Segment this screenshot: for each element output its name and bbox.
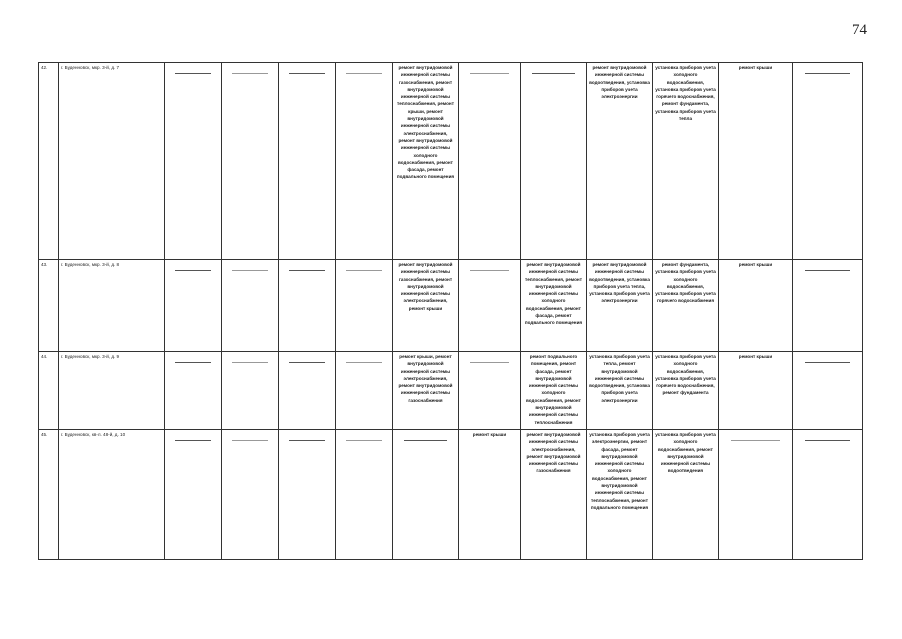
address-cell: г. Буденновск, кв-л. 48-й, д. 10 (59, 430, 165, 560)
dash-mark (232, 73, 268, 74)
dash-mark (232, 362, 268, 363)
empty-dash-cell (222, 352, 279, 430)
work-type-cell: установка приборов учета тепла, ремонт внутридомовой инженерной системы водоотведения, установка приборов учета электроэнергии (587, 352, 653, 430)
empty-dash-cell (165, 63, 222, 260)
dash-mark (470, 270, 510, 271)
work-type-cell: ремонт фундамента, установка приборов учета холодного водоснабжения, установка приборов учета горячего водоснабжения (653, 260, 719, 352)
work-type-cell: ремонт крыши, ремонт внутридомовой инженерной системы электроснабжения, ремонт внутридомовой инженерной системы газоснабжения (393, 352, 459, 430)
dash-mark (805, 362, 851, 363)
row-number: 43. (39, 260, 59, 352)
empty-dash-cell (336, 260, 393, 352)
empty-dash-cell (336, 430, 393, 560)
dash-mark (289, 73, 325, 74)
empty-dash-cell (719, 430, 793, 560)
table-row (39, 260, 863, 352)
work-type-cell: установка приборов учета холодного водоснабжения, установка приборов учета горячего водоснабжения, ремонт фундамента, установка приборов учета тепла (653, 63, 719, 260)
dash-mark (289, 270, 325, 271)
empty-dash-cell (336, 63, 393, 260)
work-type-cell: ремонт внутридомовой инженерной системы водоотведения, установка приборов учета электроэнергии (587, 63, 653, 260)
work-type-cell: ремонт внутридомовой инженерной системы теплоснабжения, ремонт внутридомовой инженерной системы холодного водоснабжения, ремонт фасада, ремонт подвального помещения (521, 260, 587, 352)
empty-dash-cell (393, 430, 459, 560)
empty-dash-cell (459, 63, 521, 260)
dash-mark (470, 73, 510, 74)
empty-dash-cell (279, 430, 336, 560)
dash-mark (404, 440, 447, 441)
dash-mark (346, 440, 382, 441)
work-type-cell: ремонт внутридомовой инженерной системы электроснабжения, ремонт внутридомовой инженерной системы газоснабжения (521, 430, 587, 560)
table-row (39, 63, 863, 260)
dash-mark (805, 270, 851, 271)
empty-dash-cell (222, 260, 279, 352)
dash-mark (232, 270, 268, 271)
work-type-cell: ремонт крыши (719, 260, 793, 352)
empty-dash-cell (279, 63, 336, 260)
empty-dash-cell (222, 430, 279, 560)
dash-mark (731, 440, 779, 441)
empty-dash-cell (222, 63, 279, 260)
work-type-cell: ремонт подвального помещения, ремонт фасада, ремонт внутридомовой инженерной системы холодного водоснабжения, ремонт внутридомовой инженерной системы теплоснабжения (521, 352, 587, 430)
dash-mark (346, 73, 382, 74)
work-type-cell: ремонт крыши (459, 430, 521, 560)
work-type-cell: установка приборов учета электроэнергии, ремонт фасада, ремонт внутридомовой инженерной системы холодного водоснабжения, ремонт внутридомовой инженерной системы теплоснабжения, ремонт подвального помещения (587, 430, 653, 560)
dash-mark (346, 362, 382, 363)
dash-mark (175, 73, 211, 74)
address-cell: г. Буденновск, мкр. 3-й, д. 8 (59, 260, 165, 352)
empty-dash-cell (793, 63, 863, 260)
work-type-cell: установка приборов учета холодного водоснабжения, установка приборов учета горячего водоснабжения, ремонт фундамента (653, 352, 719, 430)
empty-dash-cell (521, 63, 587, 260)
empty-dash-cell (165, 430, 222, 560)
dash-mark (805, 73, 851, 74)
row-number: 44. (39, 352, 59, 430)
dash-mark (805, 440, 851, 441)
empty-dash-cell (165, 352, 222, 430)
address-cell: г. Буденновск, мкр. 3-й, д. 7 (59, 63, 165, 260)
empty-dash-cell (279, 260, 336, 352)
row-number: 42. (39, 63, 59, 260)
capital-repair-table (38, 62, 863, 560)
dash-mark (232, 440, 268, 441)
dash-mark (346, 270, 382, 271)
empty-dash-cell (793, 430, 863, 560)
row-number: 45. (39, 430, 59, 560)
table-row (39, 352, 863, 430)
work-type-cell: ремонт внутридомовой инженерной системы водоотведения, установка приборов учета тепла, установка приборов учета электроэнергии (587, 260, 653, 352)
page-number: 74 (852, 22, 867, 38)
dash-mark (175, 440, 211, 441)
table-row (39, 430, 863, 560)
dash-mark (289, 362, 325, 363)
work-type-cell: ремонт крыши (719, 63, 793, 260)
dash-mark (289, 440, 325, 441)
dash-mark (532, 73, 575, 74)
address-cell: г. Буденновск, мкр. 3-й, д. 9 (59, 352, 165, 430)
empty-dash-cell (793, 352, 863, 430)
empty-dash-cell (336, 352, 393, 430)
dash-mark (470, 362, 510, 363)
work-type-cell: ремонт крыши (719, 352, 793, 430)
empty-dash-cell (165, 260, 222, 352)
dash-mark (175, 270, 211, 271)
work-type-cell: установка приборов учета холодного водоснабжения, ремонт внутридомовой инженерной системы водоотведения (653, 430, 719, 560)
work-type-cell: ремонт внутридомовой инженерной системы газоснабжения, ремонт внутридомовой инженерной системы теплоснабжения, ремонт крыши, ремонт внутридомовой инженерной системы электроснабжения, ремонт внутридомовой инженерной системы холодного водоснабжения, ремонт фасада, ремонт подвального помещения (393, 63, 459, 260)
dash-mark (175, 362, 211, 363)
empty-dash-cell (279, 352, 336, 430)
empty-dash-cell (793, 260, 863, 352)
empty-dash-cell (459, 260, 521, 352)
empty-dash-cell (459, 352, 521, 430)
work-type-cell: ремонт внутридомовой инженерной системы газоснабжения, ремонт внутридомовой инженерной системы электроснабжения, ремонт крыши (393, 260, 459, 352)
